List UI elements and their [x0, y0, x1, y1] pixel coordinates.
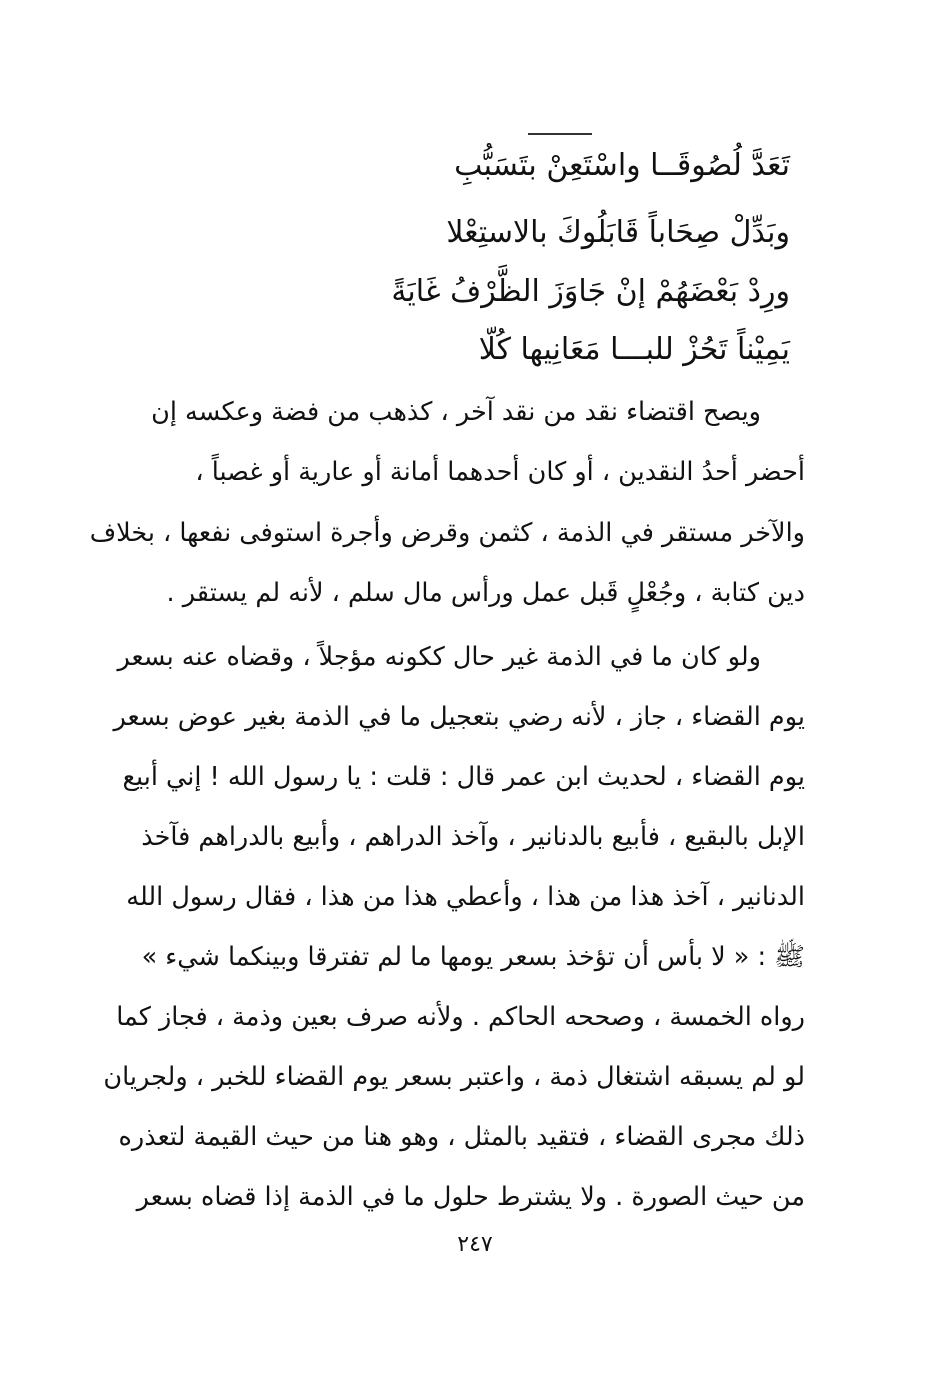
- paragraph-2-line-5: الدنانير ، آخذ هذا من هذا ، وأعطي هذا من هذا ، فقال رسول الله: [126, 882, 805, 912]
- paragraph-1-line-1: ويصح اقتضاء نقد من نقد آخر ، كذهب من فضة وعكسه إن: [151, 397, 761, 427]
- verse-line-2: وبَدِّلْ صِحَاباً قَابَلُوكَ بالاستِعْلا: [446, 215, 790, 250]
- paragraph-2-line-10: من حيث الصورة . ولا يشترط حلول ما في الذمة إذا قضاه بسعر: [136, 1182, 805, 1212]
- verse-line-4: يَمِيْناً تَحُزْ للبـــا مَعَانِيها كُلّا: [478, 332, 790, 367]
- paragraph-2-line-8: لو لم يسبقه اشتغال ذمة ، واعتبر بسعر يوم القضاء للخبر ، ولجريان: [103, 1062, 805, 1092]
- paragraph-2-line-6: ﷺ : « لا بأس أن تؤخذ بسعر يومها ما لم تفترقا وبينكما شيء »: [141, 942, 805, 972]
- verse-overline: [528, 133, 592, 135]
- paragraph-2-line-7: رواه الخمسة ، وصححه الحاكم . ولأنه صرف بعين وذمة ، فجاز كما: [116, 1002, 805, 1032]
- page-number: ٢٤٧: [457, 1232, 493, 1257]
- paragraph-2-line-3: يوم القضاء ، لحديث ابن عمر قال : قلت : يا رسول الله ! إني أبيع: [122, 762, 805, 792]
- paragraph-2-line-1: ولو كان ما في الذمة غير حال ككونه مؤجلاً ، وقضاه عنه بسعر: [117, 642, 761, 672]
- paragraph-2-line-9: ذلك مجرى القضاء ، فتقيد بالمثل ، وهو هنا من حيث القيمة لتعذره: [118, 1122, 805, 1152]
- paragraph-1-line-2: أحضر أحدُ النقدين ، أو كان أحدهما أمانة أو عارية أو غصباً ،: [195, 457, 805, 487]
- paragraph-1-line-4: دين كتابة ، وجُعْلٍ قَبل عمل ورأس مال سلم ، لأنه لم يستقر .: [166, 578, 805, 608]
- paragraph-1-line-3: والآخر مستقر في الذمة ، كثمن وقرض وأجرة استوفى نفعها ، بخلاف: [89, 518, 805, 548]
- verse-line-3: ورِدْ بَعْضَهُمْ إنْ جَاوَزَ الظَّرْفُ غَايَةً: [391, 274, 790, 309]
- paragraph-2-line-2: يوم القضاء ، جاز ، لأنه رضي بتعجيل ما في الذمة بغير عوض بسعر: [113, 702, 805, 732]
- verse-line-1: تَعَدَّ لُصُوقَــا واسْتَعِنْ بتَسَبُّبِ: [454, 148, 790, 183]
- paragraph-2-line-4: الإبل بالبقيع ، فأبيع بالدنانير ، وآخذ الدراهم ، وأبيع بالدراهم فآخذ: [141, 822, 805, 852]
